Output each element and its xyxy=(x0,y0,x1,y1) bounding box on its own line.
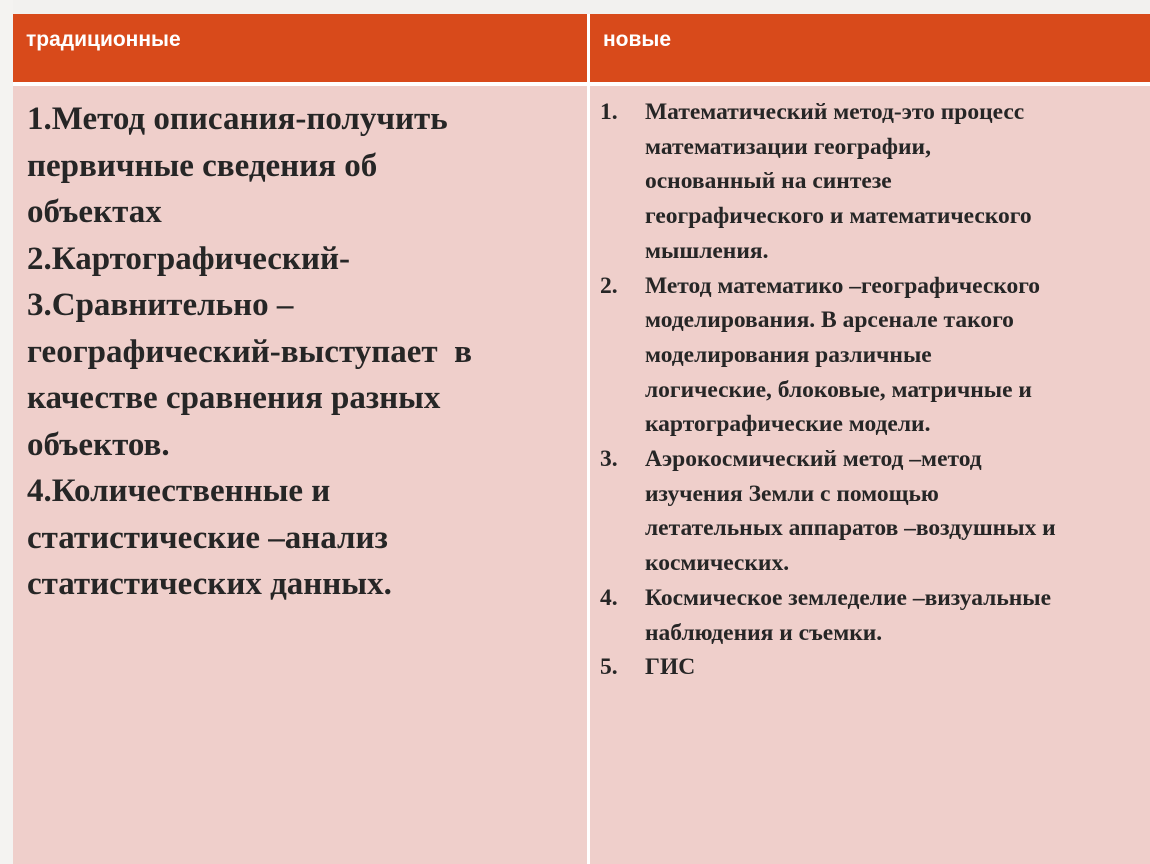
list-item-line: логические, блоковые, матричные и xyxy=(645,376,1032,403)
list-item-line: моделирования различные xyxy=(645,341,932,368)
traditional-line: качестве сравнения разных xyxy=(27,380,441,416)
list-item-line: изучения Земли с помощью xyxy=(645,480,939,507)
list-item-number: 2. xyxy=(600,272,618,299)
list-item-line: Математический метод-это процесс xyxy=(645,99,1025,125)
list-item xyxy=(600,650,1150,685)
traditional-line: 4.Количественные и xyxy=(27,473,331,509)
new-methods-list xyxy=(600,95,1150,685)
traditional-line: первичные сведения об xyxy=(27,147,378,184)
traditional-line: 3.Сравнительно – xyxy=(27,287,294,323)
list-item xyxy=(600,95,1150,269)
list-item-line: космических. xyxy=(645,550,790,577)
list-item-line: летательных аппаратов –воздушных и xyxy=(645,515,1056,542)
table-header-row xyxy=(13,14,1150,82)
list-item-number: 1. xyxy=(600,99,618,125)
list-item-line: мышления. xyxy=(645,237,769,264)
slide-edge xyxy=(0,0,13,864)
new-methods-cell xyxy=(590,86,1150,864)
list-item-line: наблюдения и съемки. xyxy=(645,619,883,646)
traditional-line: 1.Метод описания-получить xyxy=(27,101,448,137)
traditional-line: объектов. xyxy=(27,426,170,463)
list-item xyxy=(600,442,1150,581)
list-item-line: математизации географии, xyxy=(645,133,931,160)
list-item-line: Космическое земледелие –визуальные xyxy=(645,584,1052,611)
list-item-line: основанный на синтезе xyxy=(645,168,892,195)
list-item xyxy=(600,269,1150,443)
table-body-row xyxy=(13,86,1150,864)
list-item-line: картографические модели. xyxy=(645,411,931,438)
methods-table xyxy=(13,14,1150,864)
list-item-number: 4. xyxy=(600,584,618,611)
traditional-methods-cell xyxy=(13,86,587,864)
header-new: новые xyxy=(590,14,1150,82)
traditional-line: статистические –анализ xyxy=(27,519,388,556)
list-item-line: моделирования. В арсенале такого xyxy=(645,307,1014,334)
list-item-line: Метод математико –географического xyxy=(645,272,1041,299)
traditional-line: 2.Картографический- xyxy=(27,240,350,277)
traditional-line: географический-выступает в xyxy=(27,333,472,370)
list-item-number: 3. xyxy=(600,446,618,473)
list-item-line: ГИС xyxy=(645,654,696,681)
list-item xyxy=(600,581,1150,650)
header-traditional: традиционные xyxy=(13,14,587,82)
traditional-line: объектах xyxy=(27,194,162,230)
list-item-line: географического и математического xyxy=(645,203,1032,230)
list-item-number: 5. xyxy=(600,654,618,681)
list-item-line: Аэрокосмический метод –метод xyxy=(645,446,982,473)
traditional-line: статистических данных. xyxy=(27,566,392,602)
